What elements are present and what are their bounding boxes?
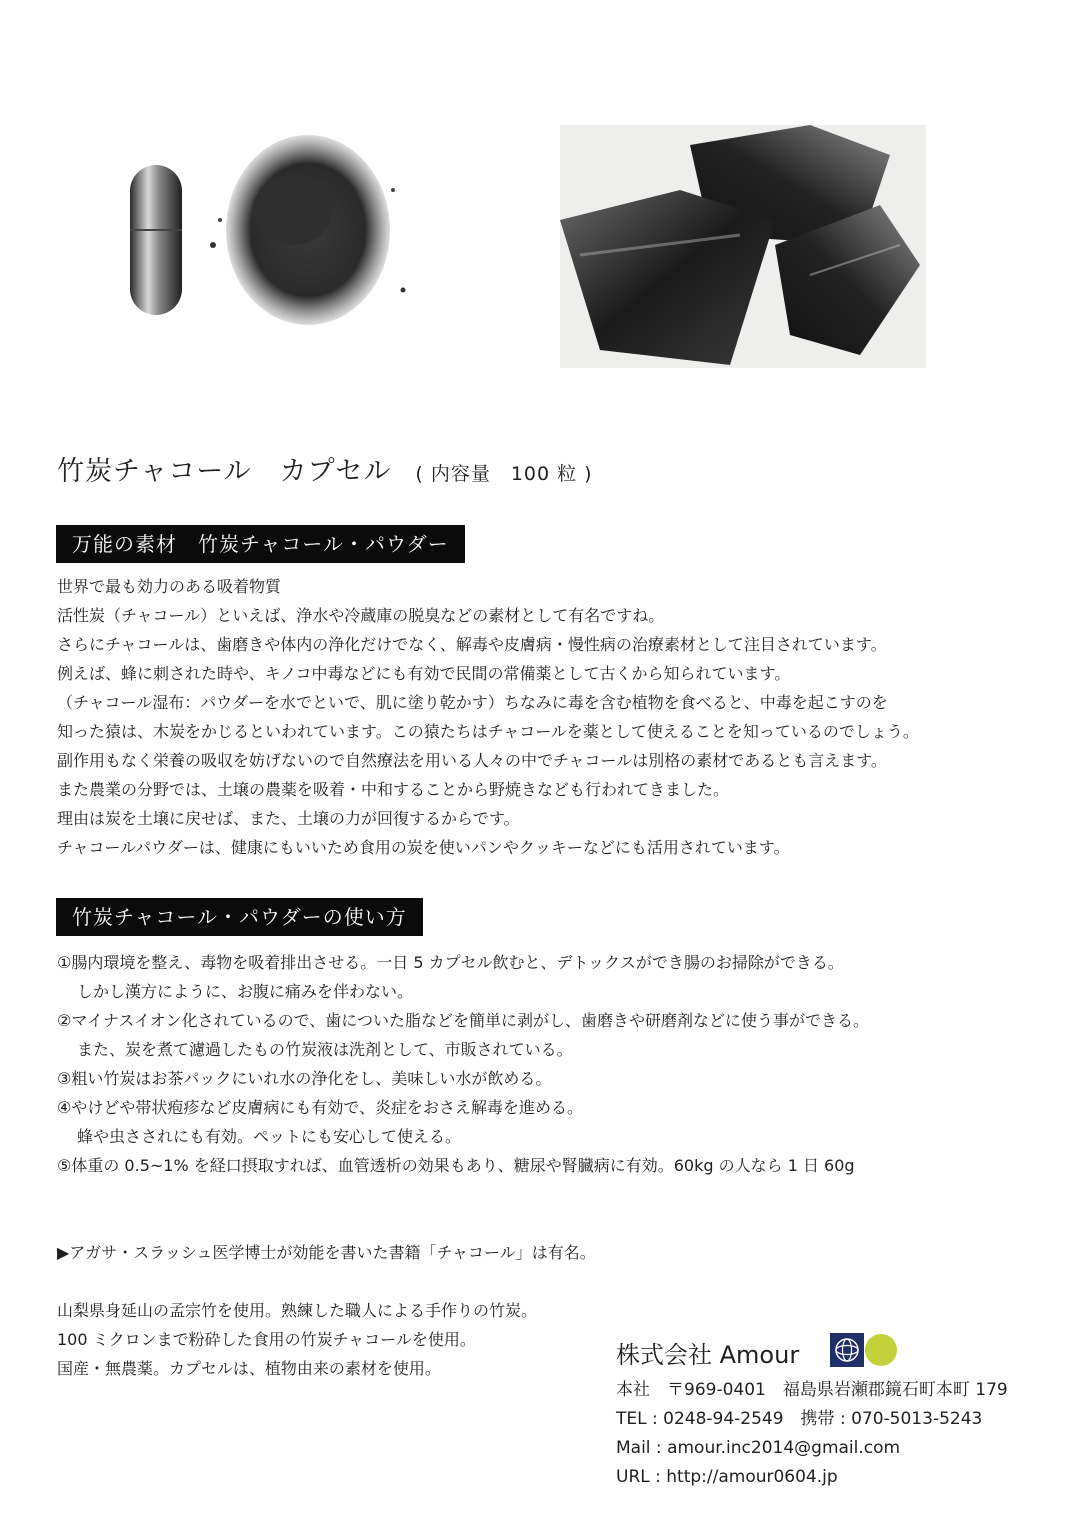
origin-line: 山梨県身延山の孟宗竹を使用。熟練した職人による手作りの竹炭。 bbox=[57, 1301, 538, 1320]
company-address: 本社 〒969-0401 福島県岩瀬郡鏡石町本町 179 bbox=[616, 1380, 1008, 1400]
usage-line: また、炭を煮て濾過したもの竹炭液は洗剤として、市販されている。 bbox=[77, 1040, 573, 1059]
content-amount: ( 内容量 100 粒 ) bbox=[415, 463, 593, 485]
bamboo-charcoal-photo bbox=[560, 125, 926, 368]
usage-line: ②マイナスイオン化されているので、歯についた脂などを簡単に剥がし、歯磨きや研磨剤などに使う事ができる。 bbox=[57, 1011, 869, 1030]
usage-line: ①腸内環境を整え、毒物を吸着排出させる。一日 5 カプセル飲むと、デトックスができ腸のお掃除ができる。 bbox=[57, 953, 844, 972]
product-title bbox=[57, 449, 593, 488]
usage-line: ③粗い竹炭はお茶パックにいれ水の浄化をし、美味しい水が飲める。 bbox=[57, 1069, 552, 1088]
section2-heading: 竹炭チャコール・パウダーの使い方 bbox=[56, 898, 423, 936]
section1-body bbox=[57, 572, 919, 862]
usage-line: しかし漢方にように、お腹に痛みを伴わない。 bbox=[77, 982, 414, 1001]
origin-line: 100 ミクロンまで粉砕した食用の竹炭チャコールを使用。 bbox=[57, 1330, 476, 1349]
section1-heading: 万能の素材 竹炭チャコール・パウダー bbox=[56, 525, 465, 563]
section1-line: （チャコール湿布：パウダーを水でといで、肌に塗り乾かす）ちなみに毒を含む植物を食べると、中毒を起こすのを bbox=[57, 693, 888, 712]
origin-info bbox=[57, 1296, 537, 1383]
section1-line: 世界で最も効力のある吸着物質 bbox=[57, 577, 282, 596]
section1-line: さらにチャコールは、歯磨きや体内の浄化だけでなく、解毒や皮膚病・慢性病の治療素材として注目されています。 bbox=[57, 635, 887, 654]
section1-line: 知った猿は、木炭をかじるといわれています。この猿たちはチャコールを薬として使えることを知っているのでしょう。 bbox=[57, 722, 919, 741]
company-url[interactable]: URL : http://amour0604.jp bbox=[616, 1467, 838, 1487]
section1-line: 副作用もなく栄養の吸収を妨げないので自然療法を用いる人々の中でチャコールは別格の素材であるとも言えます。 bbox=[57, 751, 887, 770]
company-logo bbox=[830, 1333, 898, 1367]
section1-line: 例えば、蜂に刺された時や、キノコ中毒などにも有効で民間の常備薬として古くから知られています。 bbox=[57, 664, 791, 683]
company-contact bbox=[616, 1376, 1008, 1492]
company-name: 株式会社 Amour bbox=[616, 1341, 800, 1369]
company-email[interactable]: Mail : amour.inc2014@gmail.com bbox=[616, 1438, 901, 1458]
usage-line: ⑤体重の 0.5~1% を経口摂取すれば、血管透析の効果もあり、糖尿や腎臓病に有効。60kg の人なら 1 日 60g bbox=[57, 1156, 855, 1175]
section1-line: 活性炭（チャコール）といえば、浄水や冷蔵庫の脱臭などの素材として有名ですね。 bbox=[57, 606, 665, 625]
company-phone: TEL : 0248-94-2549 携帯 : 070-5013-5243 bbox=[616, 1409, 983, 1429]
book-note: ▶アガサ・スラッシュ医学博士が効能を書いた書籍「チャコール」は有名。 bbox=[57, 1243, 596, 1262]
section1-line: また農業の分野では、土壌の農薬を吸着・中和することから野焼きなども行われてきました。 bbox=[57, 780, 730, 799]
origin-line: 国産・無農薬。カプセルは、植物由来の素材を使用。 bbox=[57, 1359, 441, 1378]
section1-line: チャコールパウダーは、健康にもいいため食用の炭を使いパンやクッキーなどにも活用されています。 bbox=[57, 838, 790, 857]
section1-line: 理由は炭を土壌に戻せば、また、土壌の力が回復するからです。 bbox=[57, 809, 520, 828]
section2-body bbox=[57, 948, 869, 1180]
usage-line: 蜂や虫さされにも有効。ペットにも安心して使える。 bbox=[77, 1127, 462, 1146]
usage-line: ④やけどや帯状疱疹など皮膚病にも有効で、炎症をおさえ解毒を進める。 bbox=[57, 1098, 584, 1117]
capsule-and-powder-photo bbox=[118, 130, 428, 345]
product-name: 竹炭チャコール カプセル bbox=[57, 456, 392, 487]
